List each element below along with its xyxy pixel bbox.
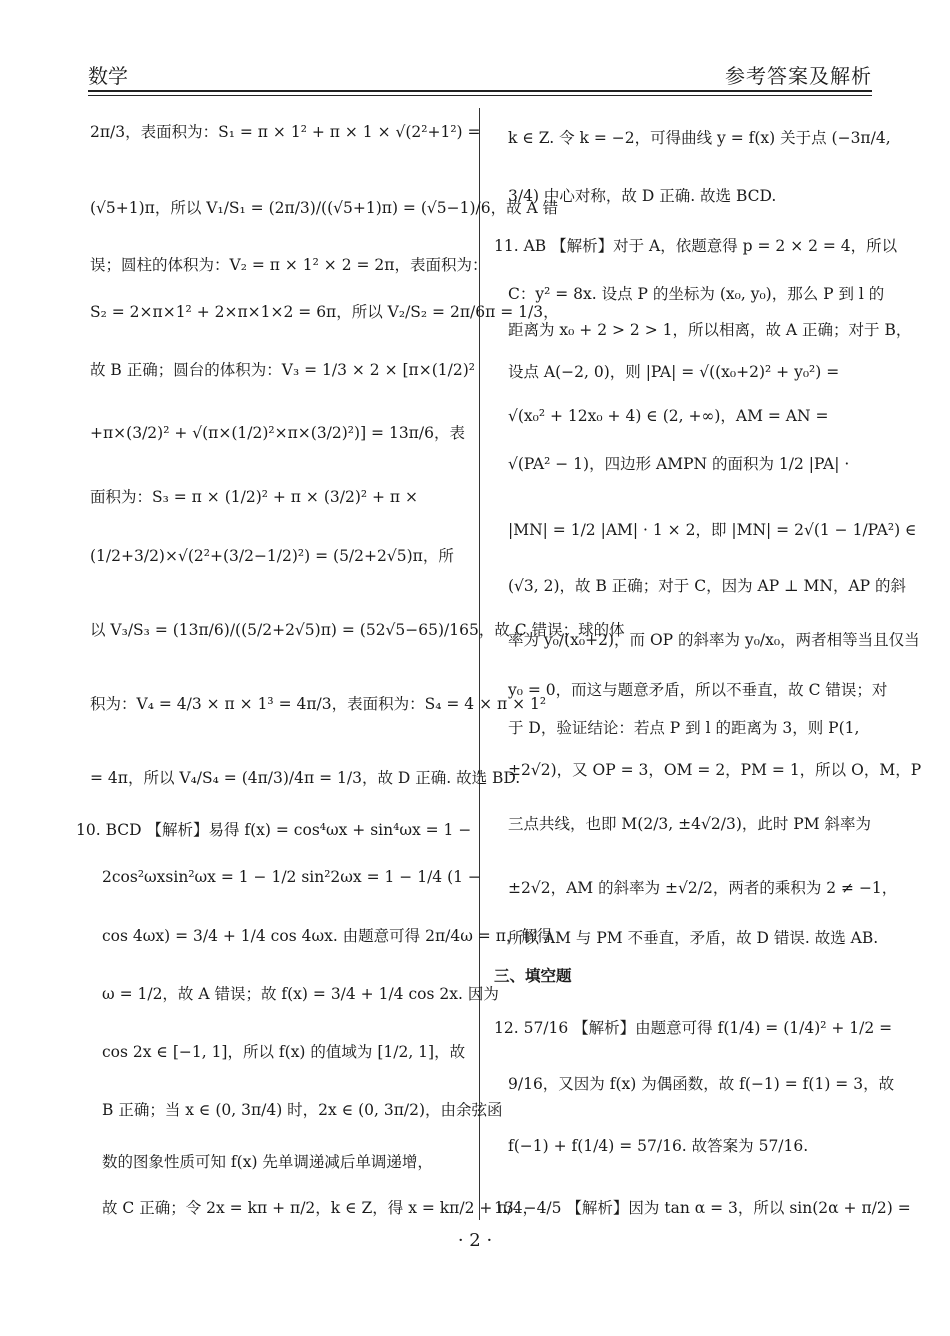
text-line: +π×(3/2)² + √(π×(1/2)²×π×(3/2)²)] = 13π/6，表 <box>90 424 465 442</box>
text-line: 率为 y₀/(x₀+2)，而 OP 的斜率为 y₀/x₀，两者相等当且仅当 <box>508 631 920 649</box>
page-number: · 2 · <box>457 1230 493 1251</box>
text-line: (1/2+3/2)×√(2²+(3/2−1/2)²) = (5/2+2√5)π，所 <box>90 547 454 565</box>
text-line: 所以 AM 与 PM 不垂直，矛盾，故 D 错误. 故选 AB. <box>508 929 879 947</box>
problem-12-line: 12. 57/16 【解析】由题意可得 f(1/4) = (1/4)² + 1/2 = <box>494 1019 893 1037</box>
text-line: cos 4ωx) = 3/4 + 1/4 cos 4ωx. 由题意可得 2π/4ω = π，解得 <box>102 927 553 945</box>
text-line: f(−1) + f(1/4) = 57/16. 故答案为 57/16. <box>508 1137 809 1155</box>
text-line: = 4π，所以 V₄/S₄ = (4π/3)/4π = 1/3，故 D 正确. 故选 BD. <box>90 769 521 787</box>
text-line: 面积为：S₃ = π × (1/2)² + π × (3/2)² + π × <box>90 488 419 506</box>
header-title: 参考答案及解析 <box>725 64 872 88</box>
text-line: ±2√2)，又 OP = 3，OM = 2，PM = 1，所以 O，M，P <box>508 761 922 779</box>
page-header <box>88 58 872 92</box>
text-line: 9/16，又因为 f(x) 为偶函数，故 f(−1) = f(1) = 3，故 <box>508 1075 895 1093</box>
text-line: S₂ = 2×π×1² + 2×π×1×2 = 6π，所以 V₂/S₂ = 2π/6π = 1/3， <box>90 303 559 321</box>
text-line: 设点 A(−2, 0)，则 |PA| = √((x₀+2)² + y₀²) = <box>508 363 840 381</box>
text-line: y₀ = 0，而这与题意矛盾，所以不垂直，故 C 错误；对 <box>508 681 888 699</box>
column-divider <box>479 108 480 1220</box>
text-line: 2cos²ωxsin²ωx = 1 − 1/2 sin²2ωx = 1 − 1/4 (1 − <box>102 868 481 886</box>
problem-11-line: 11. AB 【解析】对于 A，依题意得 p = 2 × 2 = 4，所以 <box>494 237 898 255</box>
subject-label: 数学 <box>88 64 128 88</box>
text-line: 于 D，验证结论：若点 P 到 l 的距离为 3，则 P(1, <box>508 719 860 737</box>
text-line: |MN| = 1/2 |AM| · 1 × 2，即 |MN| = 2√(1 − 1/PA²) ∈ <box>508 521 917 539</box>
problem-10-line: 10. BCD 【解析】易得 f(x) = cos⁴ωx + sin⁴ωx = 1 − <box>76 821 472 839</box>
text-line: (√5+1)π，所以 V₁/S₁ = (2π/3)/((√5+1)π) = (√5−1)/6，故 A 错 <box>90 199 559 217</box>
text-line: C：y² = 8x. 设点 P 的坐标为 (x₀, y₀)，那么 P 到 l 的 <box>508 285 885 303</box>
text-line: √(x₀² + 12x₀ + 4) ∈ (2, +∞)，AM = AN = <box>508 407 829 425</box>
text-line: 2π/3，表面积为：S₁ = π × 1² + π × 1 × √(2²+1²) = <box>90 123 481 141</box>
text-line: ±2√2，AM 的斜率为 ±√2/2，两者的乘积为 2 ≠ −1， <box>508 879 898 897</box>
header-rule-thick <box>88 90 872 92</box>
text-line: 误；圆柱的体积为：V₂ = π × 1² × 2 = 2π，表面积为： <box>90 256 488 274</box>
text-line: 三点共线，也即 M(2/3, ±4√2/3)，此时 PM 斜率为 <box>508 815 872 833</box>
text-line: B 正确；当 x ∈ (0, 3π/4) 时，2x ∈ (0, 3π/2)，由余弦函 <box>102 1101 503 1119</box>
text-line: cos 2x ∈ [−1, 1]，所以 f(x) 的值域为 [1/2, 1]，故 <box>102 1043 466 1061</box>
text-line: 以 V₃/S₃ = (13π/6)/((5/2+2√5)π) = (52√5−65)/165，故 C 错误；球的体 <box>90 621 625 639</box>
text-line: 故 C 正确；令 2x = kπ + π/2，k ∈ Z，得 x = kπ/2 + π/4， <box>102 1199 539 1217</box>
problem-13-line: 13. −4/5 【解析】因为 tan α = 3，所以 sin(2α + π/2) = <box>494 1199 911 1217</box>
text-line: 距离为 x₀ + 2 > 2 > 1，所以相离，故 A 正确；对于 B， <box>508 321 912 339</box>
text-line: 故 B 正确；圆台的体积为：V₃ = 1/3 × 2 × [π×(1/2)² <box>90 361 475 379</box>
text-line: (√3, 2)，故 B 正确；对于 C，因为 AP ⊥ MN，AP 的斜 <box>508 577 907 595</box>
section-heading: 三、填空题 <box>494 967 572 985</box>
text-line: 积为：V₄ = 4/3 × π × 1³ = 4π/3，表面积为：S₄ = 4 × π × 1² <box>90 695 547 713</box>
header-rule-thin <box>88 95 872 96</box>
text-line: k ∈ Z. 令 k = −2，可得曲线 y = f(x) 关于点 (−3π/4, <box>508 129 891 147</box>
text-line: 数的图象性质可知 f(x) 先单调递减后单调递增， <box>102 1153 433 1171</box>
text-line: √(PA² − 1)，四边形 AMPN 的面积为 1/2 |PA| · <box>508 455 850 473</box>
text-line: ω = 1/2，故 A 错误；故 f(x) = 3/4 + 1/4 cos 2x. 因为 <box>102 985 499 1003</box>
text-line: 3/4) 中心对称，故 D 正确. 故选 BCD. <box>508 187 777 205</box>
